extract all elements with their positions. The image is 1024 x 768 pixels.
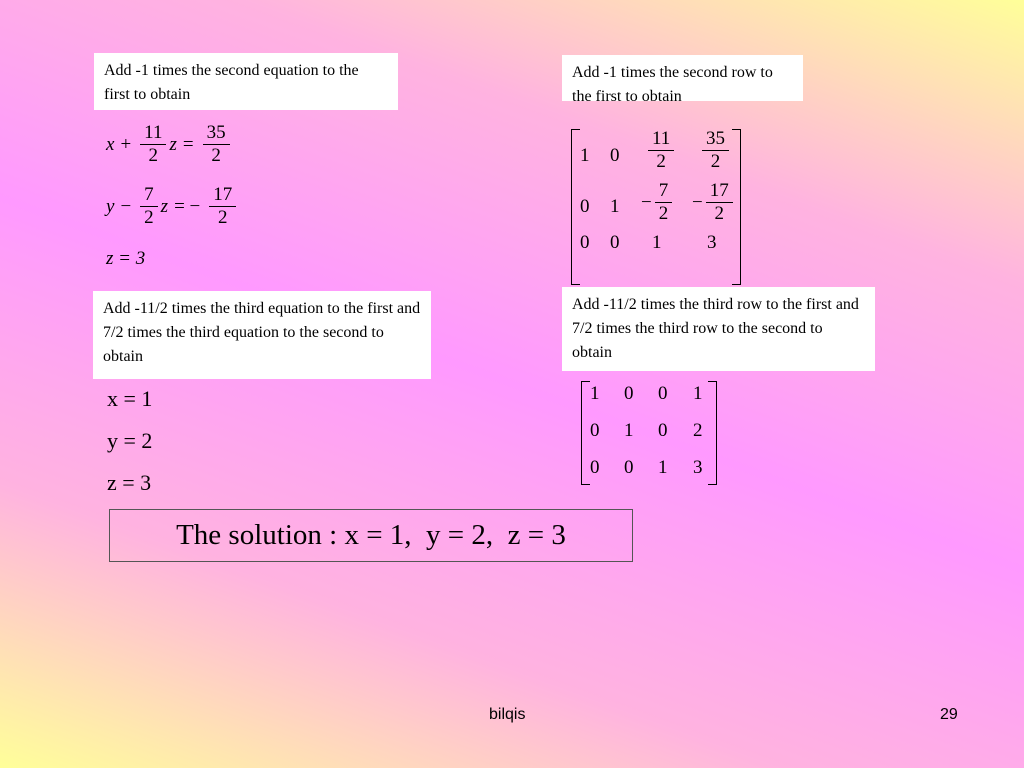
equation-2: y − $\frac{7}{2}$ z = − $\frac{17}{2}$: [106, 184, 239, 229]
matrix-cell: 0: [624, 383, 634, 404]
matrix-cell: 1: [693, 383, 703, 404]
matrix-cell: 0: [580, 232, 590, 253]
matrix-cell: 0: [624, 457, 634, 478]
equation-3: z = 3: [106, 248, 146, 269]
matrix-cell: 0: [610, 232, 620, 253]
matrix-cell: 0: [590, 420, 600, 441]
matrix-cell: 1: [658, 457, 668, 478]
solution-x: x = 1: [107, 386, 153, 411]
fraction: $\frac{7}{2}$: [140, 184, 158, 229]
matrix-cell: 0: [590, 457, 600, 478]
fraction: $\frac{35}{2}$: [203, 122, 230, 167]
matrix-cell: 3: [707, 232, 717, 253]
matrix-cell: 1: [590, 383, 600, 404]
solution-box: The solution : x = 1, y = 2, z = 3: [109, 509, 633, 562]
matrix-cell-fraction: − $\frac{17}{2}$: [692, 180, 736, 225]
matrix-bracket-left: [581, 381, 590, 485]
instruction-note-top-right: Add -1 times the second row to the first to obtain: [562, 55, 803, 101]
matrix-cell: 0: [658, 420, 668, 441]
matrix-cell-fraction: $\frac{11}{2}$: [645, 128, 677, 173]
matrix-cell-fraction: − $\frac{7}{2}$: [641, 180, 675, 225]
instruction-note-mid-right: Add -11/2 times the third row to the first and 7/2 times the third row to the second to obtain: [562, 287, 875, 371]
matrix-cell: 1: [610, 196, 620, 217]
instruction-note-mid-left: Add -11/2 times the third equation to the first and 7/2 times the third equation to the second to obtain: [93, 291, 431, 379]
matrix-cell: 0: [658, 383, 668, 404]
matrix-bracket-right: [708, 381, 717, 485]
equation-1: x + $\frac{11}{2}$ z = $\frac{35}{2}$: [106, 122, 233, 167]
matrix-cell: 3: [693, 457, 703, 478]
matrix-cell: 1: [652, 232, 662, 253]
matrix-cell: 1: [624, 420, 634, 441]
solution-y: y = 2: [107, 428, 153, 453]
matrix-cell: 0: [580, 196, 590, 217]
fraction: $\frac{11}{2}$: [140, 122, 166, 167]
matrix-cell: 1: [580, 145, 590, 166]
matrix-cell: 2: [693, 420, 703, 441]
solution-z: z = 3: [107, 470, 152, 495]
instruction-note-top-left: Add -1 times the second equation to the first to obtain: [94, 53, 398, 110]
matrix-bracket-left: [571, 129, 580, 285]
slide-number: 29: [940, 706, 958, 723]
matrix-cell: 0: [610, 145, 620, 166]
footer-author: bilqis: [489, 706, 526, 723]
matrix-cell-fraction: $\frac{35}{2}$: [699, 128, 732, 173]
fraction: $\frac{17}{2}$: [209, 184, 236, 229]
